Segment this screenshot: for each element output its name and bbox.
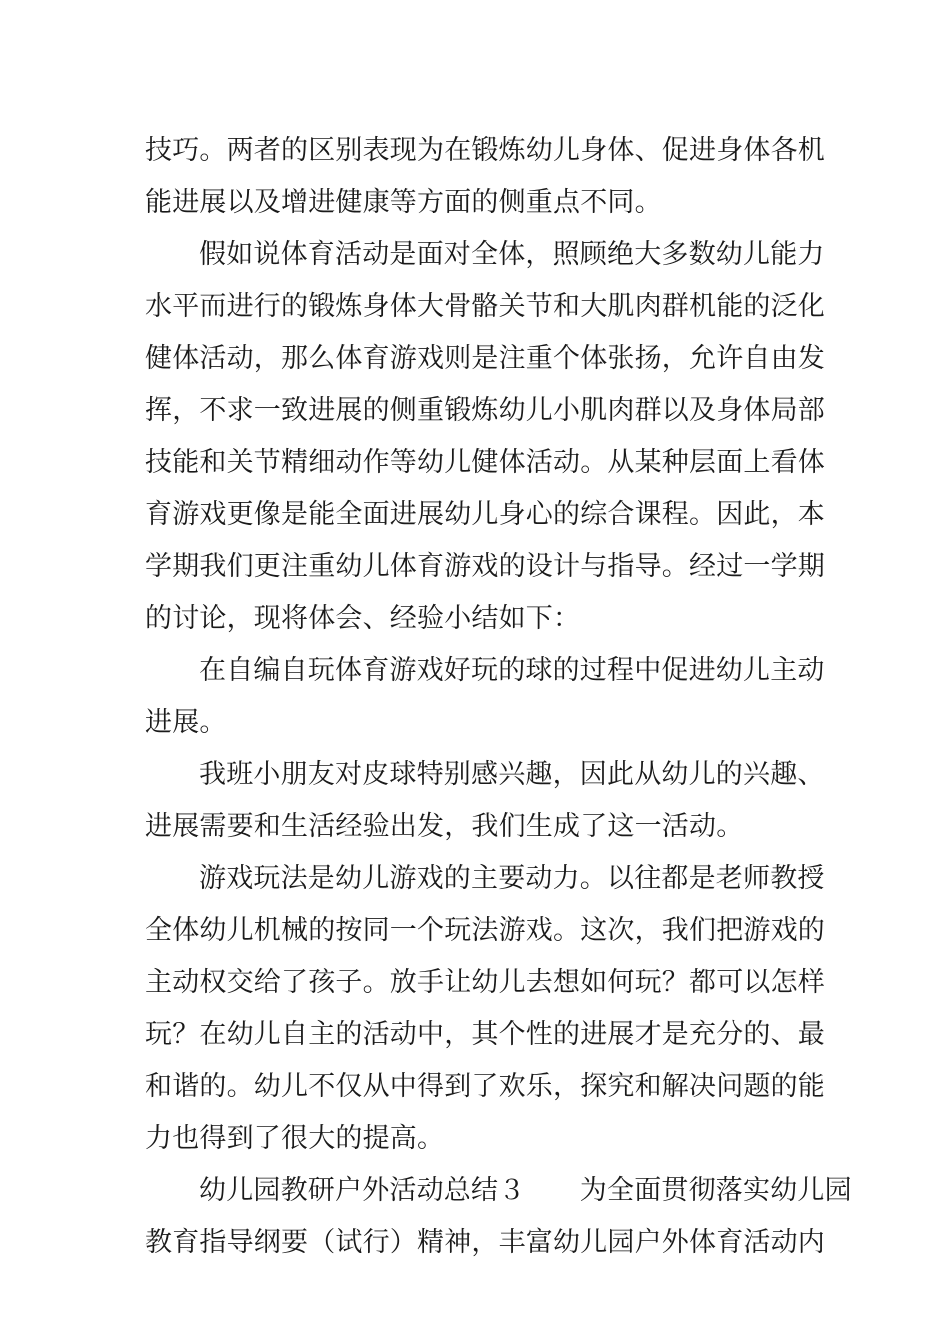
text-line: 假如说体育活动是面对全体，照顾绝大多数幼儿能力 bbox=[199, 239, 825, 270]
text-line: 游戏玩法是幼儿游戏的主要动力。以往都是老师教授 bbox=[199, 863, 825, 894]
text-line: 全体幼儿机械的按同一个玩法游戏。这次，我们把游戏的 bbox=[145, 915, 825, 946]
text-line: 在自编自玩体育游戏好玩的球的过程中促进幼儿主动 bbox=[199, 655, 825, 686]
text-line: 进展需要和生活经验出发，我们生成了这一活动。 bbox=[145, 811, 744, 842]
text-line: 进展。 bbox=[145, 707, 227, 738]
text-line: 技巧。两者的区别表现为在锻炼幼儿身体、促进身体各机 bbox=[145, 135, 825, 166]
text-line: 水平而进行的锻炼身体大骨骼关节和大肌肉群机能的泛化 bbox=[145, 291, 825, 322]
text-line: 主动权交给了孩子。放手让幼儿去想如何玩？都可以怎样 bbox=[145, 967, 825, 998]
text-line: 教育指导纲要（试行）精神，丰富幼儿园户外体育活动内 bbox=[145, 1227, 825, 1258]
text-line: 育游戏更像是能全面进展幼儿身心的综合课程。因此，本 bbox=[145, 499, 825, 530]
text-line: 能进展以及增进健康等方面的侧重点不同。 bbox=[145, 187, 662, 218]
text-line: 健体活动，那么体育游戏则是注重个体张扬，允许自由发 bbox=[145, 343, 825, 374]
text-line: 幼儿园教研户外活动总结３ 为全面贯彻落实幼儿园 bbox=[199, 1175, 852, 1206]
text-line: 力也得到了很大的提高。 bbox=[145, 1123, 445, 1154]
text-line: 我班小朋友对皮球特别感兴趣，因此从幼儿的兴趣、 bbox=[199, 759, 825, 790]
text-line: 挥，不求一致进展的侧重锻炼幼儿小肌肉群以及身体局部 bbox=[145, 395, 825, 426]
text-line: 技能和关节精细动作等幼儿健体活动。从某种层面上看体 bbox=[145, 447, 825, 478]
text-line: 和谐的。幼儿不仅从中得到了欢乐，探究和解决问题的能 bbox=[145, 1071, 825, 1102]
text-line: 的讨论，现将体会、经验小结如下： bbox=[145, 603, 581, 634]
document-page bbox=[145, 125, 852, 1269]
text-line: 学期我们更注重幼儿体育游戏的设计与指导。经过一学期 bbox=[145, 551, 825, 582]
text-line: 玩？在幼儿自主的活动中，其个性的进展才是充分的、最 bbox=[145, 1019, 825, 1050]
